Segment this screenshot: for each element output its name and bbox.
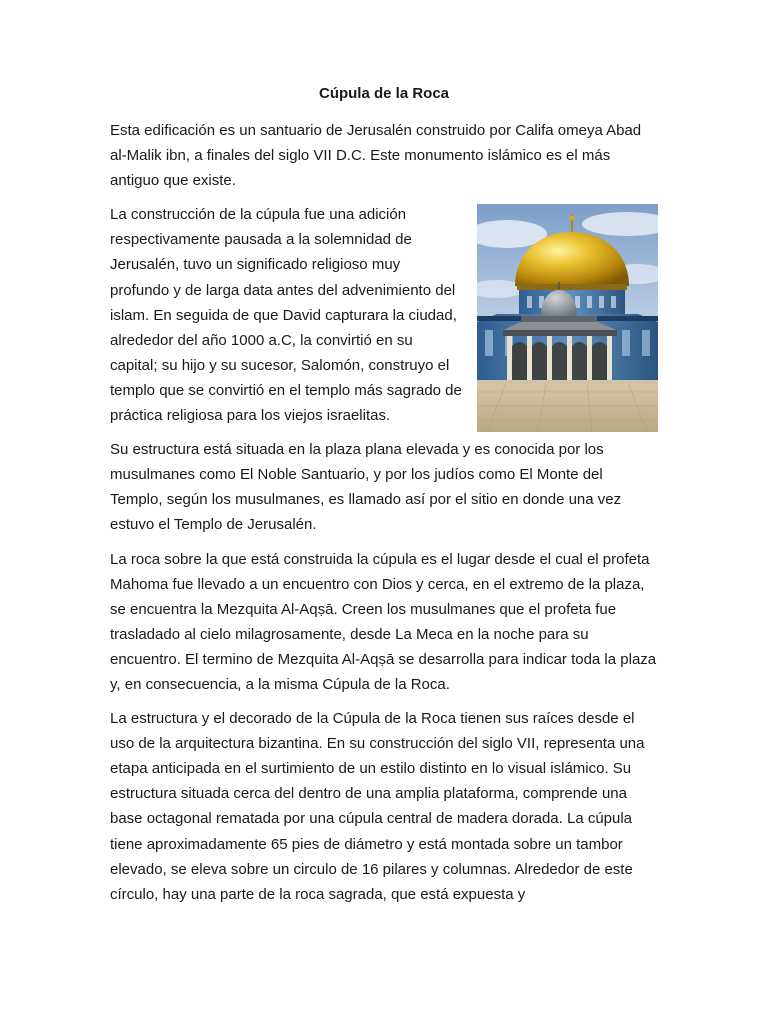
paragraph-3-text: Su estructura está situada en la plaza plana elevada y es conocida por los musulmanes como El Noble Santuario, y por los judíos como El Monte del Templo, según los musulmanes, es llamado así por el sitio en donde una vez estuvo el Templo de Jerusalén. — [110, 441, 622, 534]
dome-of-the-rock-photo — [477, 204, 658, 432]
page-title: Cúpula de la Roca — [318, 85, 450, 102]
paragraph-2-text: La construcción de la cúpula fue una adición respectivamente pausada a la solemnidad de Jerusalén, tuvo un significado religioso muy profundo y de larga data antes del advenimiento del islam. En seguida de que David capturara la ciudad, alrededor del año 1000 a.C, la convirtió en su capital; su hijo y su sucesor, Salomón, construyo el templo que se convirtió en el templo más sagrado de práctica religiosa para los viejos israelitas. — [110, 206, 462, 425]
paragraph-1-text: Esta edificación es un santuario de Jerusalén construido por Califa omeya Abad al-Malik ibn, a finales del siglo VII D.C. Este monumento islámico es el más antiguo que existe. — [110, 122, 642, 190]
body-text — [110, 118, 658, 916]
paragraph-5-text: La estructura y el decorado de la Cúpula de la Roca tienen sus raíces desde el uso de la arquitectura bizantina. En su construcción del siglo VII, representa una etapa anticipada en el surtimiento de un estilo distinto en lo visual islámico. Su estructura situada cerca del dentro de una amplia plataforma, comprende una base octagonal rematada por una cúpula central de madera dorada. La cúpula tiene aproximadamente 65 pies de diámetro y está montada sobre un tambor elevado, se eleva sobre un circulo de 16 pilares y columnas. Alrededor de este círculo, hay una parte de la roca sagrada, que está expuesta y — [110, 710, 645, 903]
paragraph-3 — [110, 437, 658, 537]
paragraph-4 — [110, 547, 658, 698]
paragraph-1 — [110, 118, 658, 193]
paragraph-4-text: La roca sobre la que está construida la cúpula es el lugar desde el cual el profeta Mahoma fue llevado a un encuentro con Dios y cerca, en el extremo de la plaza, se encuentra la Mezquita Al-Aqṣā. Creen los musulmanes que el profeta fue trasladado al cielo milagrosamente, desde La Meca en la noche para su encuentro. El termino de Mezquita Al-Aqṣā se desarrolla para indicar toda la plaza y, en consecuencia, a la misma Cúpula de la Roca. — [110, 550, 657, 693]
paragraph-5 — [110, 706, 658, 907]
